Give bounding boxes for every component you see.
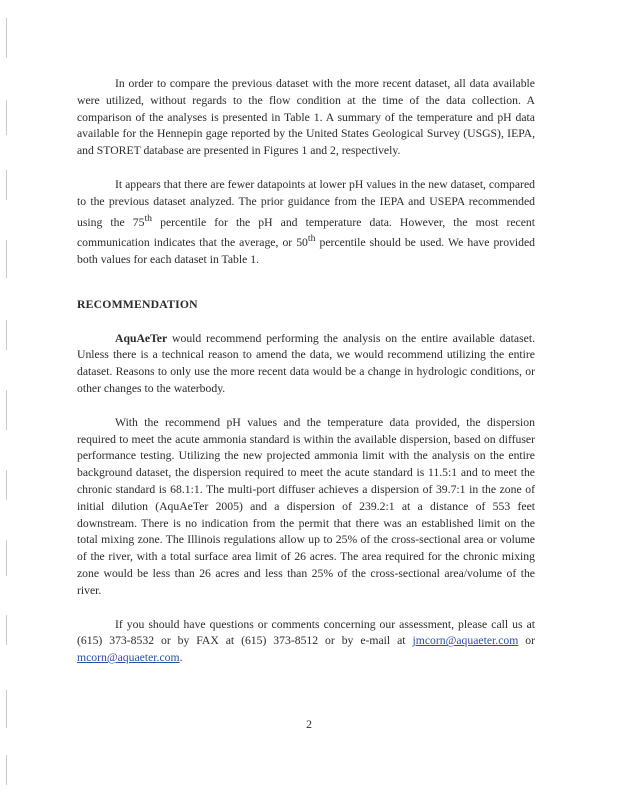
scan-mark [6, 470, 7, 500]
paragraph-text: . [179, 651, 183, 665]
paragraph-text: If you should have questions or comments concerning our assessment, please call us at (615) 373-8532 or by FAX at (615) 373-8512 or by e-mail at [77, 617, 535, 648]
scan-mark [6, 100, 7, 135]
scan-mark [6, 320, 7, 350]
page-number: 2 [306, 718, 312, 731]
scan-mark [6, 18, 7, 58]
paragraph-recommendation [77, 331, 535, 398]
paragraph-text: percentile should be used. We have provided both values for each dataset in Table 1. [77, 236, 535, 266]
paragraph-text: It appears that there are fewer datapoints at lower pH values in the new dataset, compared to the previous dataset analyzed. The prior guidance from the IEPA and USEPA recommended using the 75 [77, 177, 535, 229]
email-link-mcorn[interactable]: mcorn@aquaeter.com [77, 651, 180, 665]
scan-mark [6, 170, 7, 200]
paragraph-ph-datapoints [77, 177, 535, 269]
superscript: th [307, 233, 316, 245]
scan-mark [6, 390, 7, 430]
scan-mark [6, 540, 7, 576]
document-body [77, 76, 535, 667]
company-name: AquAeTer [115, 331, 168, 345]
paragraph-dispersion: With the recommend pH values and the temperature data provided, the dispersion required to meet the acute ammonia standard is within the available dispersion, based on diffuser performance testing. Utilizing the new projected ammonia limit with the analysis on the entire background dataset, the dispersion required to meet the acute standard is 11.5:1 and to meet the chronic standard is 68.1:1. The multi-port diffuser achieves a dispersion of 39.7:1 in the zone of initial dilution (AquAeTer 2005) and a dispersion of 239.2:1 at a distance of 553 feet downstream. There is no indication from the permit that there was an established limit on the total mixing zone. The Illinois regulations allow up to 25% of the cross-sectional area or volume of the river, with a total surface area limit of 26 acres. The area required for the chronic mixing zone would be less than 26 acres and less than 25% of the cross-sectional area/volume of the river. [77, 415, 535, 597]
superscript: th [144, 212, 153, 224]
scan-mark [6, 615, 7, 645]
paragraph-comparison: In order to compare the previous dataset with the more recent dataset, all data available were utilized, without regards to the flow condition at the time of the data collection. A comparison of the analyses is presented in Table 1. A summary of the temperature and pH data available for the Hennepin gage reported by the United States Geological Survey (USGS), IEPA, and STORET database are presented in Figures 1 and 2, respectively. [77, 77, 535, 158]
email-link-jmcorn[interactable]: jmcorn@aquaeter.com [412, 634, 519, 648]
scan-mark [6, 240, 7, 278]
paragraph-text: percentile for the pH and temperature data. However, the most recent communication indicates that the average, or 50 [77, 215, 535, 250]
scan-mark [6, 755, 7, 785]
paragraph-text: or [518, 634, 535, 648]
section-heading: RECOMMENDATION [77, 297, 198, 311]
paragraph-contact [77, 617, 535, 667]
paragraph-text: would recommend performing the analysis on the entire available dataset. Unless there is a technical reason to amend the data, we would recommend utilizing the entire dataset. Reasons to only use the more recent data would be a change in hydrologic conditions, or other changes to the waterbody. [77, 331, 535, 395]
scan-edge-marks [6, 0, 10, 800]
